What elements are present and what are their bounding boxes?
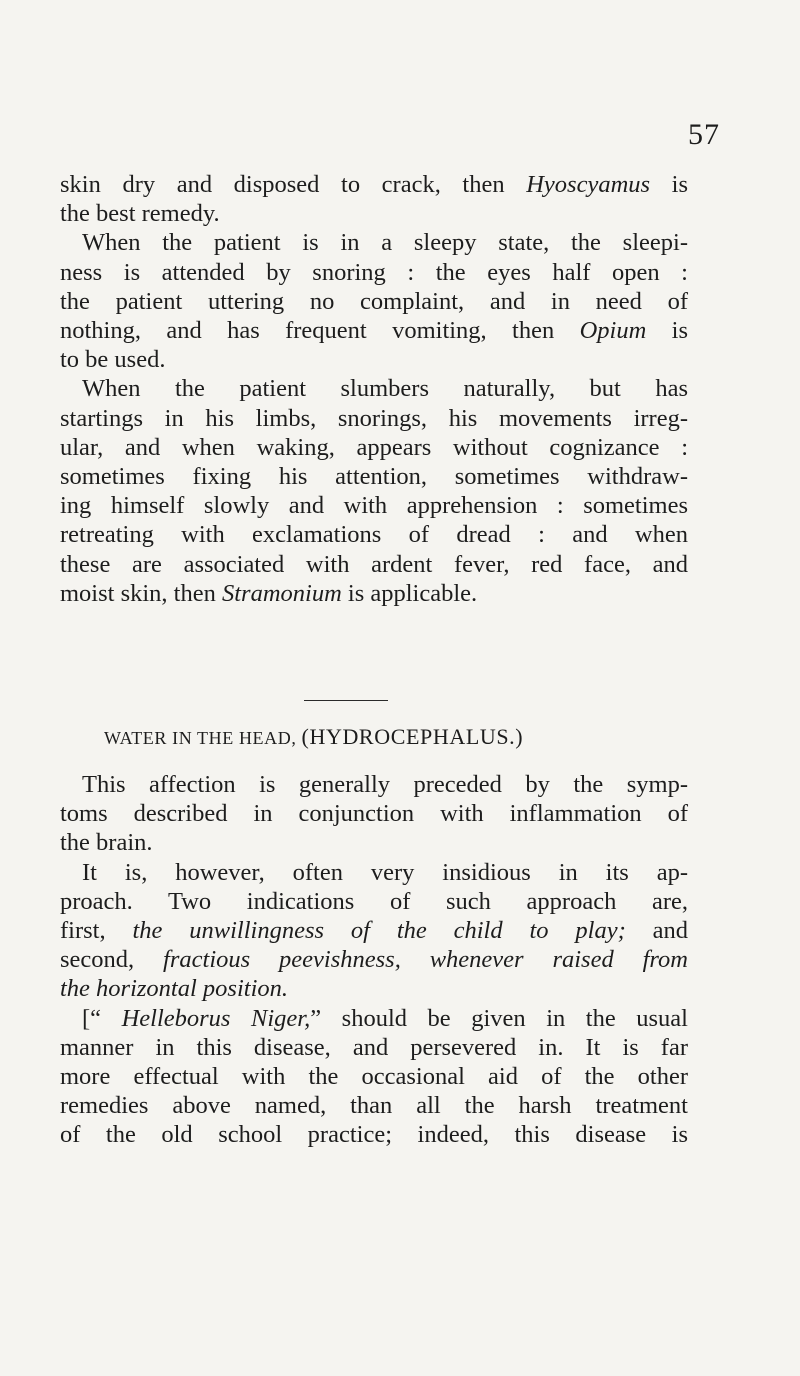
text-line: ness is attended by snoring : the eyes half open : bbox=[60, 258, 688, 286]
text-line: When the patient slumbers naturally, but has bbox=[82, 375, 688, 403]
page-number: 57 bbox=[688, 118, 720, 151]
text-line: sometimes fixing his attention, sometimes withdraw- bbox=[60, 463, 688, 491]
italic-term: the horizontal position. bbox=[60, 975, 289, 1003]
section-heading bbox=[104, 724, 724, 750]
text-line: It is, however, often very insidious in its ap- bbox=[82, 858, 688, 886]
text-line: This affection is generally preceded by the symp- bbox=[82, 771, 688, 798]
text-line: startings in his limbs, snorings, his movements irreg- bbox=[60, 404, 688, 432]
text-line: ing himself slowly and with apprehension : sometimes bbox=[60, 492, 688, 520]
text-line: [“ Helleborus Niger,” should be given in the usual bbox=[82, 1004, 688, 1032]
text-line: remedies above named, than all the harsh treatment bbox=[60, 1092, 688, 1120]
text-line: to be used. bbox=[60, 346, 166, 374]
text-line: these are associated with ardent fever, red face, and bbox=[60, 550, 688, 578]
section-heading-title: WATER IN THE HEAD, bbox=[104, 728, 302, 748]
text-line: proach. Two indications of such approach are, bbox=[60, 887, 688, 915]
text-line: toms described in conjunction with inflammation of bbox=[60, 800, 688, 828]
italic-term: Helleborus Niger, bbox=[121, 1004, 311, 1032]
text-line: first, the unwillingness of the child to play; and bbox=[60, 917, 688, 945]
text-line: manner in this disease, and persevered in. It is far bbox=[60, 1033, 688, 1061]
body-text-hydrocephalus bbox=[60, 770, 688, 1150]
text-line: more effectual with the occasional aid of the other bbox=[60, 1063, 688, 1091]
text-line: When the patient is in a sleepy state, the sleepi- bbox=[82, 229, 688, 257]
italic-term: Hyoscyamus bbox=[526, 171, 651, 198]
section-divider bbox=[304, 700, 388, 701]
text-line: retreating with exclamations of dread : and when bbox=[60, 521, 688, 549]
text-line: nothing, and has frequent vomiting, then Opium is bbox=[60, 317, 688, 345]
body-text-hyoscyamus-opium-stramonium bbox=[60, 170, 688, 608]
italic-term: Opium bbox=[579, 317, 647, 345]
text-line: skin dry and disposed to crack, then Hyoscyamus is bbox=[60, 171, 688, 198]
text-line: moist skin, then Stramonium is applicable. bbox=[60, 579, 478, 607]
text-line: second, fractious peevishness, whenever raised from bbox=[60, 946, 688, 974]
text-line: the brain. bbox=[60, 829, 153, 857]
italic-term: Stramonium bbox=[221, 579, 342, 607]
section-heading-subtitle: (HYDROCEPHALUS.) bbox=[301, 724, 524, 749]
text-line: the best remedy. bbox=[60, 200, 220, 228]
italic-term: the unwillingness of the child to play; bbox=[132, 917, 626, 945]
italic-term: fractious peevishness, whenever raised from bbox=[163, 946, 688, 974]
text-line: the patient uttering no complaint, and in need of bbox=[60, 287, 688, 315]
text-line: ular, and when waking, appears without cognizance : bbox=[60, 433, 688, 461]
text-line: of the old school practice; indeed, this disease is bbox=[60, 1121, 688, 1149]
text-line bbox=[60, 974, 688, 1003]
